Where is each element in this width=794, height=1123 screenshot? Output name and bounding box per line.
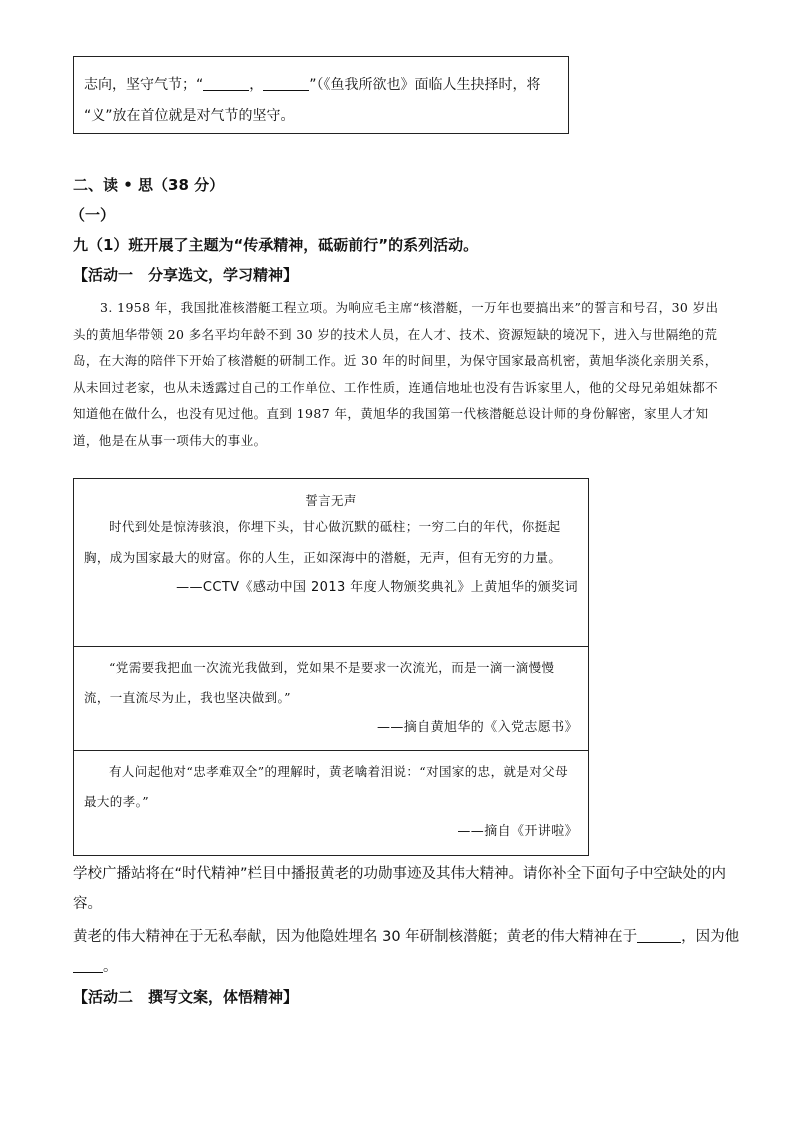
quote-body-1 [84, 511, 578, 573]
quote-source-1: ——CCTV《感动中国 2013 年度人物颁奖典礼》上黄旭华的颁奖词 [176, 580, 578, 595]
question-text-3-end: ，因为他 [681, 929, 740, 945]
question-line-2: 容。 [73, 896, 102, 912]
quote-text-2: “党需要我把血一次流光我做到，党如果不是要求一次流光，而是一滴一滴慢慢流，一直流尽为止，我也坚决做到。” [84, 660, 555, 705]
fill-blank-1[interactable] [203, 76, 249, 91]
quote-cell-1 [74, 479, 588, 647]
box-line-2: “义”放在首位就是对气节的坚守。 [84, 108, 295, 124]
quote-source-3: ——摘自《开讲啦》 [457, 824, 578, 839]
box-text-sep: ， [249, 77, 264, 93]
reading-passage [73, 295, 723, 455]
answer-blank-2[interactable] [73, 958, 103, 973]
section-heading: 二、读 • 思（38 分） [73, 176, 225, 194]
question-text-4-end: 。 [103, 959, 118, 975]
answer-box-continued [73, 56, 569, 134]
quote-cell-3 [74, 751, 588, 855]
quote-cell-2 [74, 647, 588, 751]
fill-blank-2[interactable] [263, 76, 309, 91]
answer-blank-1[interactable] [637, 928, 681, 943]
box-text-b: ”（《鱼我所欲也》面临人生抉择时，将 [309, 77, 541, 93]
question-text-3: 黄老的伟大精神在于无私奉献，因为他隐姓埋名 30 年研制核潜艇；黄老的伟大精神在于 [73, 929, 638, 945]
box-text-a: 志向，坚守气节；“ [84, 77, 204, 93]
box-line-1 [84, 70, 558, 101]
question-line-1: 学校广播站将在“时代精神”栏目中播报黄老的功勋事迹及其伟大精神。请你补全下面句子中空缺处的内 [73, 866, 727, 882]
quote-title: 誓言无声 [305, 493, 357, 508]
activity-two-heading: 【活动二 撰写文案，体悟精神】 [73, 988, 299, 1006]
quotes-table [73, 478, 589, 856]
quote-source-2: ——摘自黄旭华的《入党志愿书》 [376, 720, 578, 735]
question-line-4 [73, 955, 118, 976]
activity-intro: 九（1）班开展了主题为“传承精神，砥砺前行”的系列活动。 [73, 236, 479, 254]
quote-text-1: 时代到处是惊涛骇浪，你埋下头，甘心做沉默的砥柱；一穷二白的年代，你挺起胸，成为国家最大的财富。你的人生，正如深海中的潜艇，无声，但有无穷的力量。 [84, 519, 562, 565]
quote-body-2 [84, 653, 578, 713]
question-line-3 [73, 925, 739, 946]
passage-text: 3. 1958 年，我国批准核潜艇工程立项。为响应毛主席“核潜艇，一万年也要搞出来”的誓言和号召，30 岁出头的黄旭华带领 20 多名平均年龄不到 30 岁的技术人员，在人才、技术、资源短缺的境况下，进入与世隔绝的荒岛，在大海的陪伴下开始了核潜艇的研制工作。近 30 年的时间里，为保守国家最高机密，黄旭华淡化亲朋关系，从未回过老家，也从未透露过自己的工作单位、工作性质，连通信地址也没有告诉家里人，他的父母兄弟姐妹都不知道他在做什么，也没有见过他。直到 1987 年，黄旭华的我国第一代核潜艇总设计师的身份解密，家里人才知道，他是在从事一项伟大的事业。 [73, 300, 719, 448]
subsection-label: （一） [70, 206, 116, 224]
quote-body-3 [84, 757, 578, 817]
quote-text-3: 有人问起他对“忠孝难双全”的理解时，黄老噙着泪说：“对国家的忠，就是对父母最大的孝。” [84, 764, 568, 809]
activity-one-heading: 【活动一 分享选文，学习精神】 [73, 266, 299, 284]
